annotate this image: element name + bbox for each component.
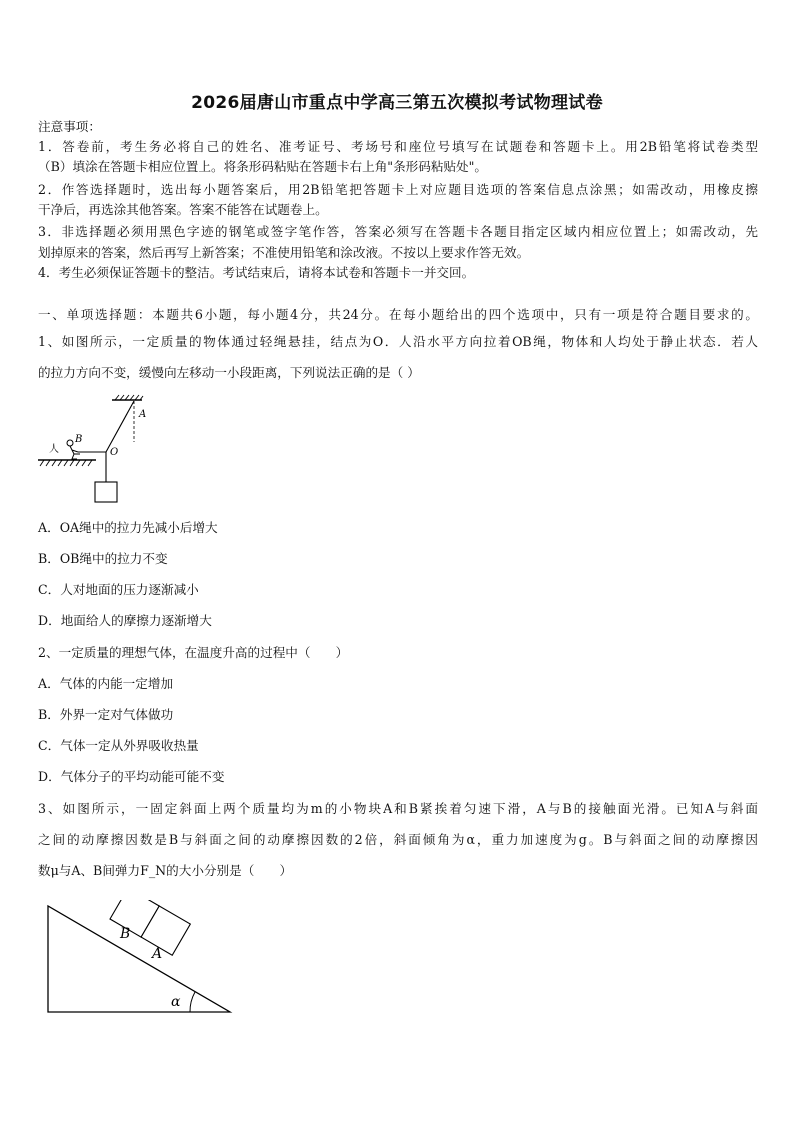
question-2-option: D．气体分子的平均动能可能不变 xyxy=(38,769,225,784)
block-b-label: B xyxy=(120,926,131,942)
question-1-option: B．OB绳中的拉力不变 xyxy=(38,551,168,566)
block-a-label: A xyxy=(152,946,163,962)
question-3-figure xyxy=(44,900,236,1018)
rope-pulley-diagram xyxy=(36,392,156,508)
question-1-stem: 1、如图所示，一定质量的物体通过轻绳悬挂，结点为O．人沿水平方向拉着OB绳，物体和人均处于静止状态．若人 xyxy=(38,334,758,349)
notice-line: 干净后，再选涂其他答案。答案不能答在试题卷上。 xyxy=(38,202,328,217)
question-1-stem: 的拉力方向不变，缓慢向左移动一小段距离，下列说法正确的是（ ） xyxy=(38,365,420,380)
question-3-stem: 数μ与A、B间弹力F_N的大小分别是（ ） xyxy=(38,863,293,878)
notice-line: （B）填涂在答题卡相应位置上。将条形码粘贴在答题卡右上角"条形码粘贴处"。 xyxy=(38,159,488,174)
notice-line: 2．作答选择题时，选出每小题答案后，用2B铅笔把答题卡上对应题目选项的答案信息点涂黑；如需改动，用橡皮擦 xyxy=(38,182,758,197)
question-2-option: A．气体的内能一定增加 xyxy=(38,676,174,691)
notice-line: 3．非选择题必须用黑色字迹的钢笔或签字笔作答，答案必须写在答题卡各题目指定区域内相应位置上；如需改动，先 xyxy=(38,224,758,239)
notice-heading: 注意事项： xyxy=(38,119,101,134)
question-2-option: C．气体一定从外界吸收热量 xyxy=(38,738,199,753)
question-2-option: B．外界一定对气体做功 xyxy=(38,707,174,722)
question-3-stem: 之间的动摩擦因数是B与斜面之间的动摩擦因数的2倍，斜面倾角为α，重力加速度为g。B与斜面之间的动摩擦因 xyxy=(38,832,758,847)
notice-line: 4．考生必须保证答题卡的整洁。考试结束后，请将本试卷和答题卡一并交回。 xyxy=(38,265,475,280)
question-1-option: C．人对地面的压力逐渐减小 xyxy=(38,582,199,597)
notice-line: 1．答卷前，考生务必将自己的姓名、准考证号、考场号和座位号填写在试题卷和答题卡上。用2B铅笔将试卷类型 xyxy=(38,139,758,154)
question-3-stem: 3、如图所示，一固定斜面上两个质量均为m的小物块A和B紧挨着匀速下滑，A与B的接触面光滑。已知A与斜面 xyxy=(38,801,758,816)
point-o-label: O xyxy=(110,447,119,458)
question-1-option: D．地面给人的摩擦力逐渐增大 xyxy=(38,613,212,628)
incline-diagram xyxy=(44,900,236,1018)
section-heading: 一、单项选择题：本题共6小题，每小题4分，共24分。在每小题给出的四个选项中，只有一项是符合题目要求的。 xyxy=(38,307,758,322)
question-2-stem: 2、一定质量的理想气体，在温度升高的过程中（ ） xyxy=(38,645,349,660)
question-1-figure xyxy=(36,392,156,508)
person-label: 人 xyxy=(49,444,59,455)
page-title: 2026届唐山市重点中学高三第五次模拟考试物理试卷 xyxy=(191,93,603,113)
point-b-label: B xyxy=(75,434,83,445)
point-a-label: A xyxy=(139,409,147,420)
notice-line: 划掉原来的答案，然后再写上新答案；不准使用铅笔和涂改液。不按以上要求作答无效。 xyxy=(38,245,530,260)
angle-alpha-label: α xyxy=(171,994,181,1010)
question-1-option: A．OA绳中的拉力先减小后增大 xyxy=(38,520,218,535)
